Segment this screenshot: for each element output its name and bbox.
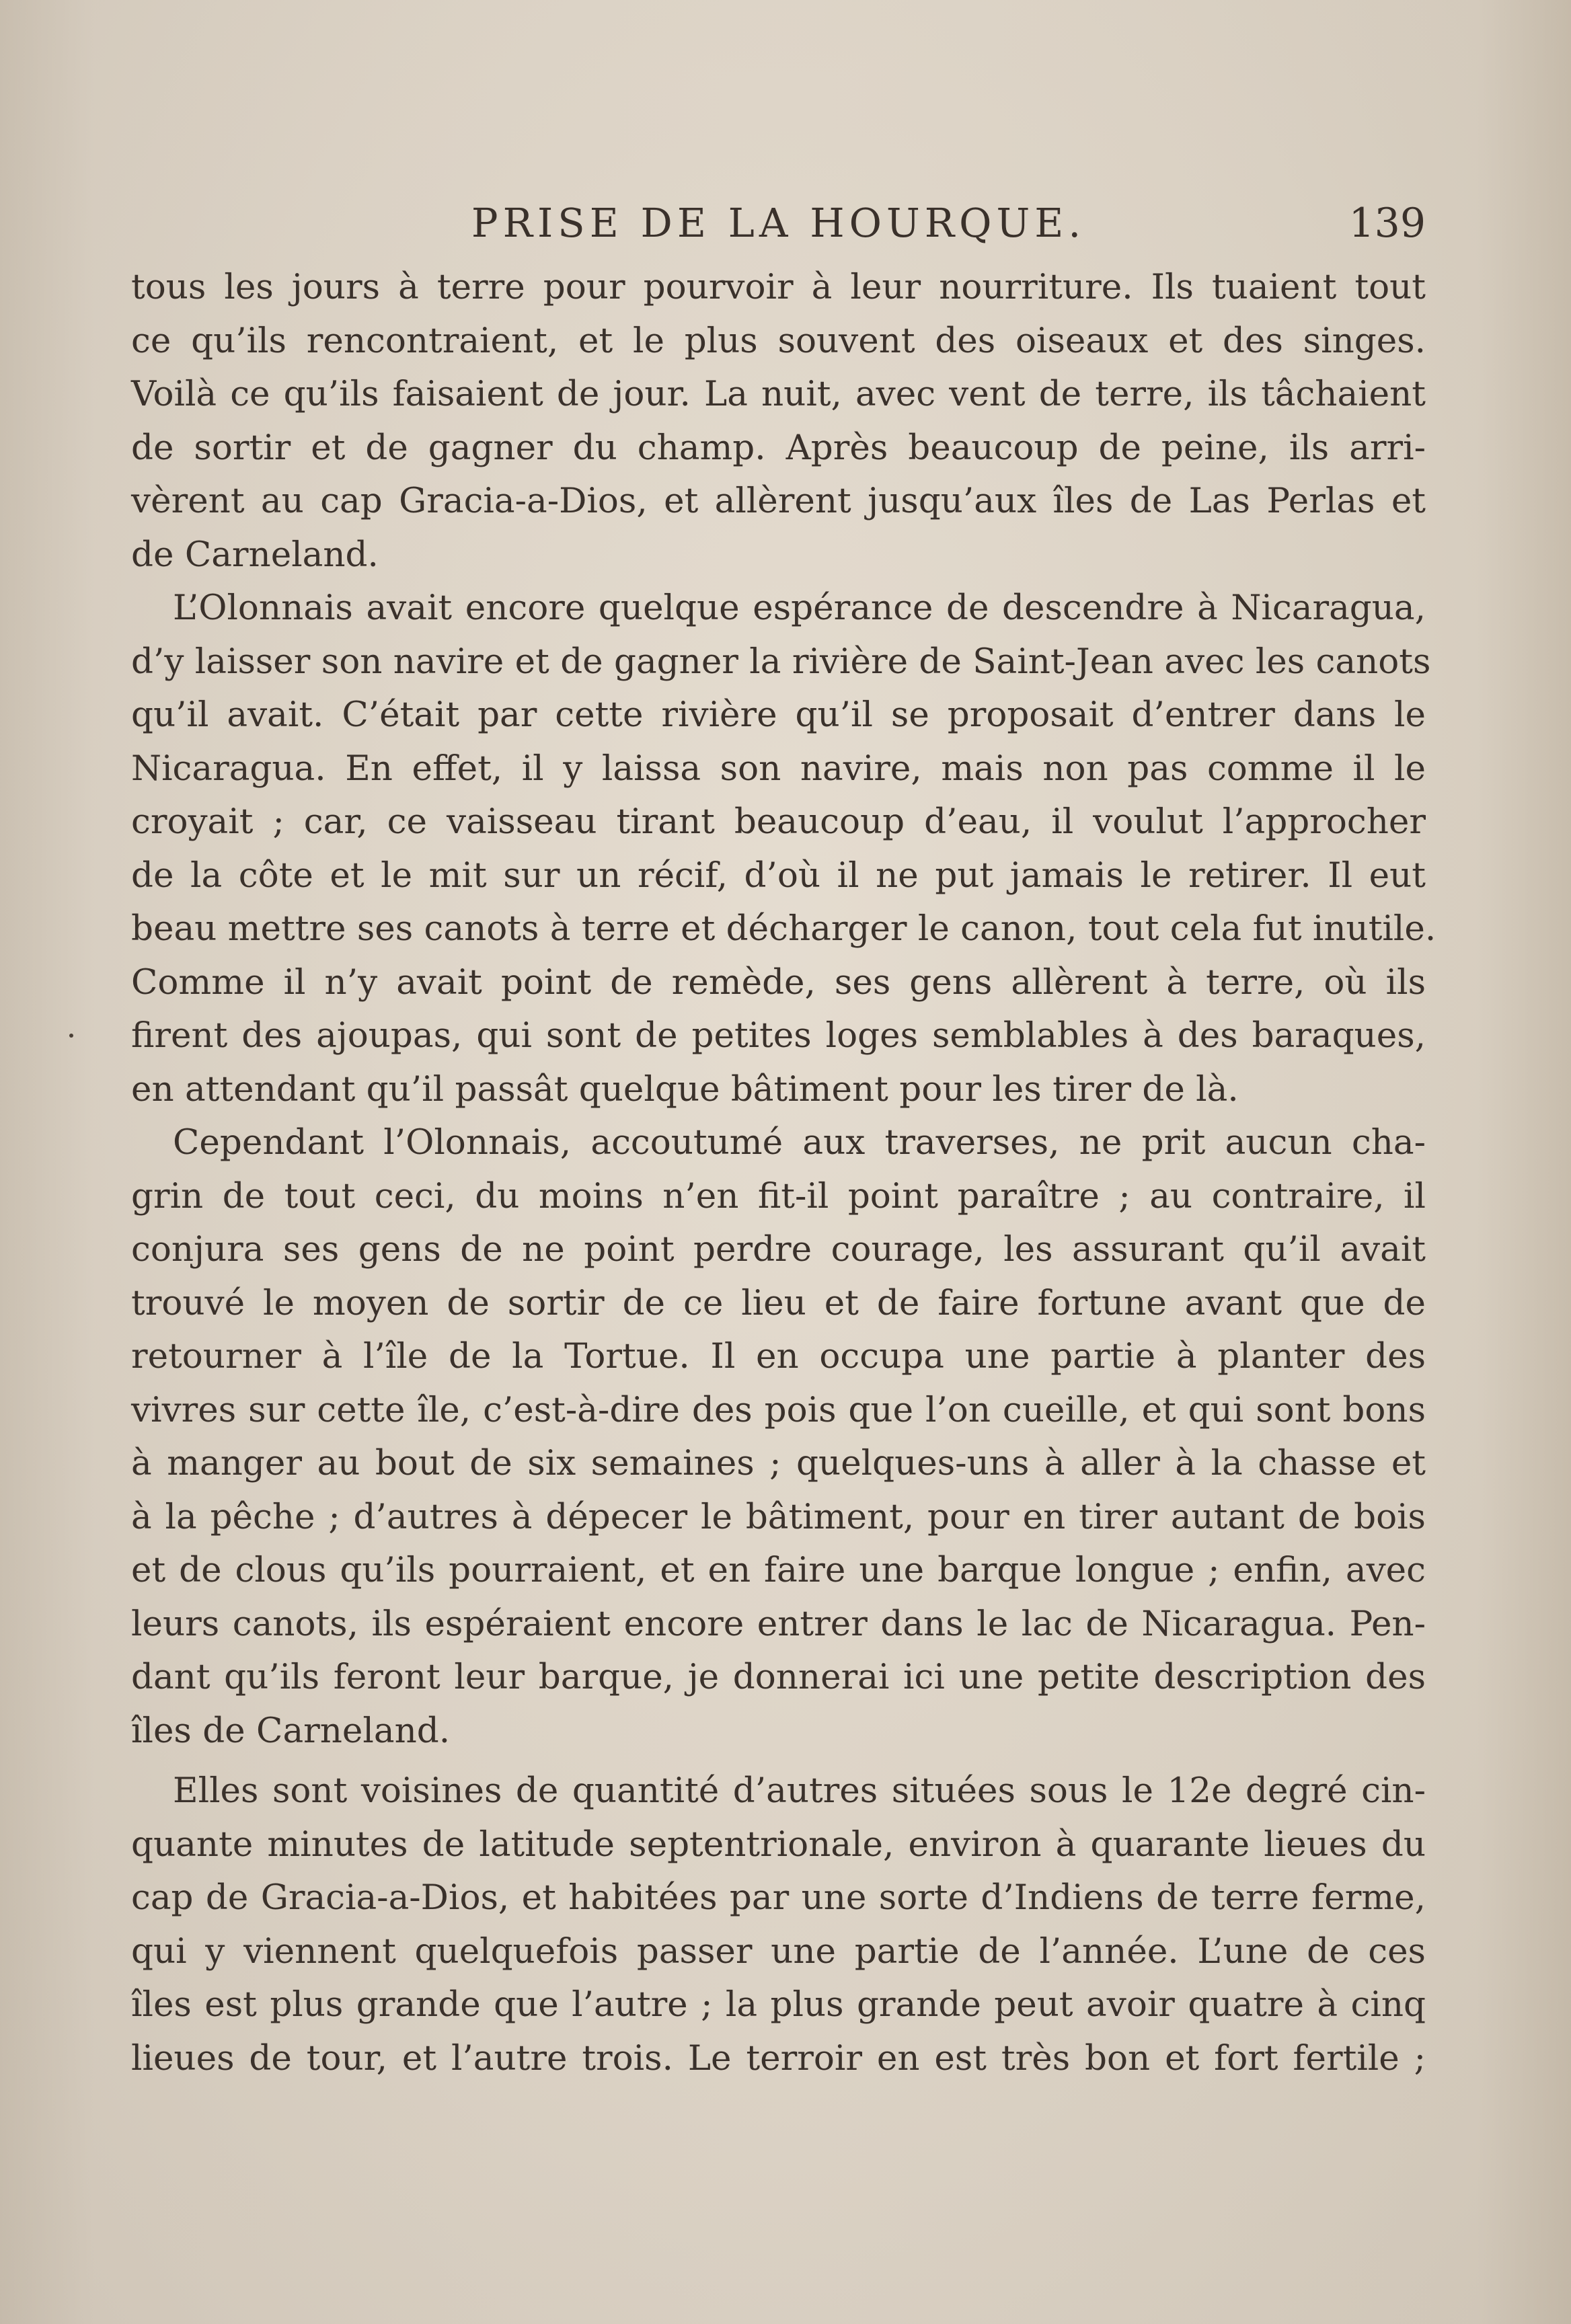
text-line: vivres sur cette île, c’est-à-dire des pois que l’on cueille, et qui sont bons — [131, 1389, 1426, 1430]
text-line: à la pêche ; d’autres à dépecer le bâtiment, pour en tirer autant de bois — [131, 1496, 1426, 1537]
running-title: PRISE DE LA HOURQUE. — [471, 200, 1086, 246]
text-line: L’Olonnais avait encore quelque espérance de descendre à Nicaragua, — [173, 588, 1426, 628]
text-line: en attendant qu’il passât quelque bâtiment pour les tirer de là. — [131, 1069, 1239, 1110]
text-line: et de clous qu’ils pourraient, et en faire une barque longue ; enfin, avec — [131, 1550, 1426, 1590]
text-line: de la côte et le mit sur un récif, d’où il ne put jamais le retirer. Il eut — [131, 855, 1426, 896]
text-line: ce qu’ils rencontraient, et le plus souvent des oiseaux et des singes. — [131, 320, 1426, 361]
paragraph — [131, 1116, 1426, 1758]
text-line: trouvé le moyen de sortir de ce lieu et de faire fortune avant que de — [131, 1282, 1426, 1323]
text-line: cap de Gracia-a-Dios, et habitées par une sorte d’Indiens de terre ferme, — [131, 1877, 1426, 1918]
text-line: de sortir et de gagner du champ. Après beaucoup de peine, ils arri- — [131, 427, 1426, 468]
body-text — [131, 261, 1436, 2085]
text-line: lieues de tour, et l’autre trois. Le terroir en est très bon et fort fertile ; — [131, 2038, 1426, 2079]
text-line: Cependant l’Olonnais, accoutumé aux traverses, ne prit aucun cha- — [173, 1122, 1426, 1163]
text-line: Elles sont voisines de quantité d’autres situées sous le 12e degré cin- — [173, 1771, 1426, 1811]
text-line: Nicaragua. En effet, il y laissa son navire, mais non pas comme il le — [131, 748, 1426, 789]
text-line: croyait ; car, ce vaisseau tirant beaucoup d’eau, il voulut l’approcher — [131, 802, 1426, 842]
text-line: à manger au bout de six semaines ; quelques-uns à aller à la chasse et — [131, 1443, 1426, 1483]
paragraph — [131, 582, 1436, 1116]
text-line: leurs canots, ils espéraient encore entrer dans le lac de Nicaragua. Pen- — [131, 1603, 1426, 1644]
text-line: Voilà ce qu’ils faisaient de jour. La nuit, avec vent de terre, ils tâchaient — [131, 374, 1426, 414]
margin-mark — [69, 1034, 73, 1038]
text-line: vèrent au cap Gracia-a-Dios, et allèrent jusqu’aux îles de Las Perlas et — [131, 481, 1426, 521]
text-line: îles de Carneland. — [131, 1710, 451, 1751]
text-line: qui y viennent quelquefois passer une partie de l’année. L’une de ces — [131, 1931, 1426, 1972]
text-line: îles est plus grande que l’autre ; la plus grande peut avoir quatre à cinq — [131, 1984, 1426, 2025]
text-line: de Carneland. — [131, 534, 379, 575]
paragraph-gap — [131, 1758, 1426, 1765]
text-line: qu’il avait. C’était par cette rivière qu’il se proposait d’entrer dans le — [131, 695, 1426, 735]
text-line: beau mettre ses canots à terre et décharger le canon, tout cela fut inutile. — [131, 908, 1436, 949]
text-line: retourner à l’île de la Tortue. Il en occupa une partie à planter des — [131, 1336, 1426, 1377]
text-line: quante minutes de latitude septentrionale, environ à quarante lieues du — [131, 1824, 1426, 1865]
paragraph — [131, 1765, 1426, 2085]
running-head — [131, 196, 1426, 250]
text-line: dant qu’ils feront leur barque, je donnerai ici une petite description des — [131, 1657, 1426, 1697]
text-line: tous les jours à terre pour pourvoir à leur nourriture. Ils tuaient tout — [131, 267, 1426, 307]
text-line: conjura ses gens de ne point perdre courage, les assurant qu’il avait — [131, 1229, 1426, 1270]
text-line: firent des ajoupas, qui sont de petites loges semblables à des baraques, — [131, 1015, 1426, 1056]
text-line: grin de tout ceci, du moins n’en fit-il point paraître ; au contraire, il — [131, 1175, 1426, 1216]
page-number: 139 — [1348, 200, 1426, 247]
text-line: Comme il n’y avait point de remède, ses gens allèrent à terre, où ils — [131, 962, 1426, 1003]
text-line: d’y laisser son navire et de gagner la rivière de Saint-Jean avec les canots — [131, 641, 1431, 682]
paragraph — [131, 261, 1426, 582]
